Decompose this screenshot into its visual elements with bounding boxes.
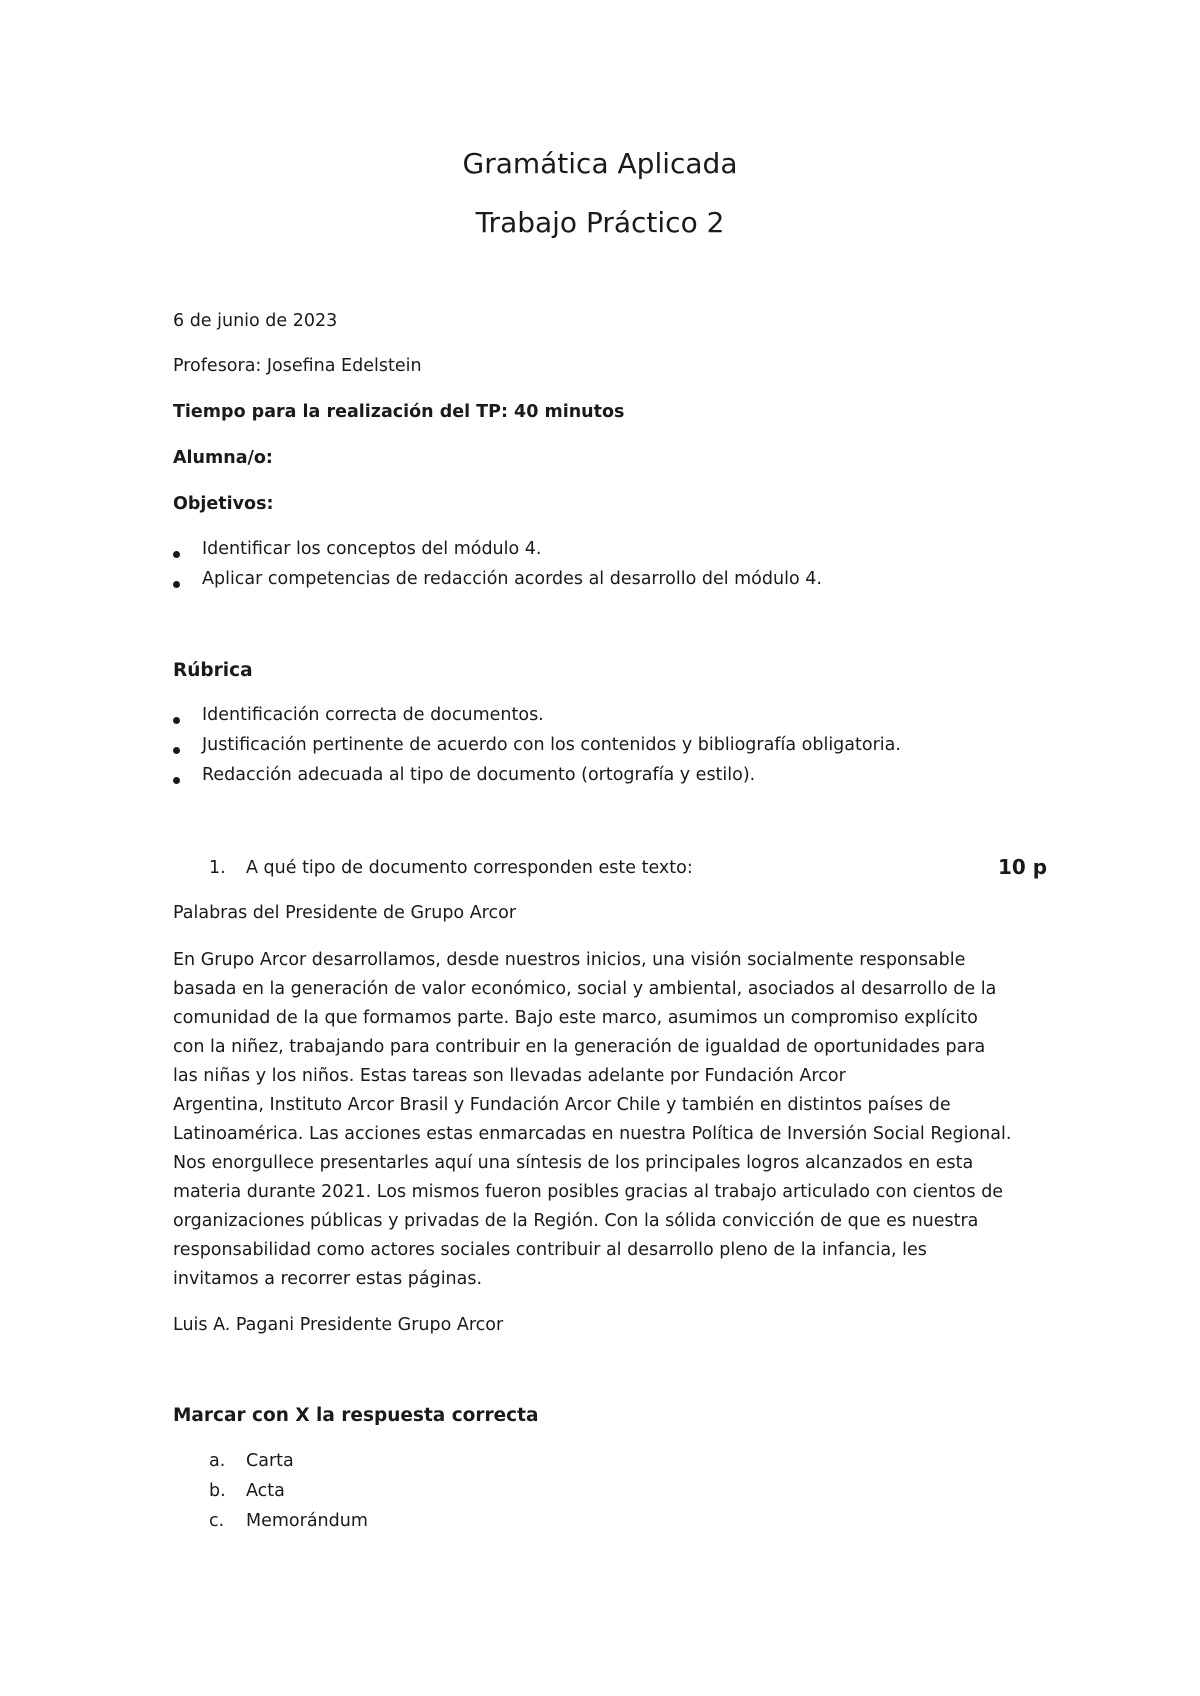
option-label[interactable]: Carta	[246, 1451, 294, 1471]
excerpt-line: las niñas y los niños. Estas tareas son llevadas adelante por Fundación Arcor	[173, 1066, 846, 1086]
objectives-heading: Objetivos:	[173, 494, 274, 514]
excerpt-line: invitamos a recorrer estas páginas.	[173, 1269, 483, 1289]
excerpt-line: organizaciones públicas y privadas de la Región. Con la sólida convicción de que es nuestra	[173, 1211, 979, 1231]
bullet-icon	[173, 747, 180, 754]
rubric-item: Justificación pertinente de acuerdo con los contenidos y bibliografía obligatoria.	[202, 735, 901, 755]
excerpt-line: con la niñez, trabajando para contribuir en la generación de igualdad de oportunidades para	[173, 1037, 986, 1057]
excerpt-line: En Grupo Arcor desarrollamos, desde nuestros inicios, una visión socialmente responsable	[173, 950, 966, 970]
course-title: Gramática Aplicada	[462, 147, 738, 180]
rubric-item: Identificación correcta de documentos.	[202, 705, 544, 725]
answer-instruction: Marcar con X la respuesta correcta	[173, 1405, 539, 1426]
excerpt-line: Nos enorgullece presentarles aquí una síntesis de los principales logros alcanzados en esta	[173, 1153, 974, 1173]
excerpt-line: materia durante 2021. Los mismos fueron posibles gracias al trabajo articulado con cientos de	[173, 1182, 1004, 1202]
excerpt-line: responsabilidad como actores sociales contribuir al desarrollo pleno de la infancia, les	[173, 1240, 927, 1260]
bullet-icon	[173, 581, 180, 588]
bullet-icon	[173, 777, 180, 784]
student-label: Alumna/o:	[173, 448, 273, 468]
question-points: 10 p	[998, 855, 1048, 879]
time-limit-line: Tiempo para la realización del TP: 40 minutos	[173, 402, 625, 422]
question-number: 1.	[209, 858, 226, 878]
question-text: A qué tipo de documento corresponden este texto:	[246, 858, 693, 878]
excerpt-line: Argentina, Instituto Arcor Brasil y Fundación Arcor Chile y también en distintos países de	[173, 1095, 951, 1115]
teacher-line: Profesora: Josefina Edelstein	[173, 356, 422, 376]
assignment-title: Trabajo Práctico 2	[475, 206, 725, 239]
rubric-item: Redacción adecuada al tipo de documento (ortografía y estilo).	[202, 765, 756, 785]
bullet-icon	[173, 717, 180, 724]
objective-item: Identificar los conceptos del módulo 4.	[202, 539, 542, 559]
date-line: 6 de junio de 2023	[173, 311, 338, 331]
option-marker: a.	[209, 1451, 226, 1471]
objective-item: Aplicar competencias de redacción acordes al desarrollo del módulo 4.	[202, 569, 822, 589]
rubric-heading: Rúbrica	[173, 660, 253, 681]
excerpt-signature: Luis A. Pagani Presidente Grupo Arcor	[173, 1315, 504, 1335]
excerpt-line: Latinoamérica. Las acciones estas enmarcadas en nuestra Política de Inversión Social Regional.	[173, 1124, 1012, 1144]
option-label[interactable]: Memorándum	[246, 1511, 368, 1531]
excerpt-line: basada en la generación de valor económico, social y ambiental, asociados al desarrollo de la	[173, 979, 997, 999]
excerpt-line: comunidad de la que formamos parte. Bajo este marco, asumimos un compromiso explícito	[173, 1008, 978, 1028]
option-label[interactable]: Acta	[246, 1481, 285, 1501]
excerpt-title: Palabras del Presidente de Grupo Arcor	[173, 903, 517, 923]
bullet-icon	[173, 551, 180, 558]
option-marker: b.	[209, 1481, 226, 1501]
option-marker: c.	[209, 1511, 225, 1531]
